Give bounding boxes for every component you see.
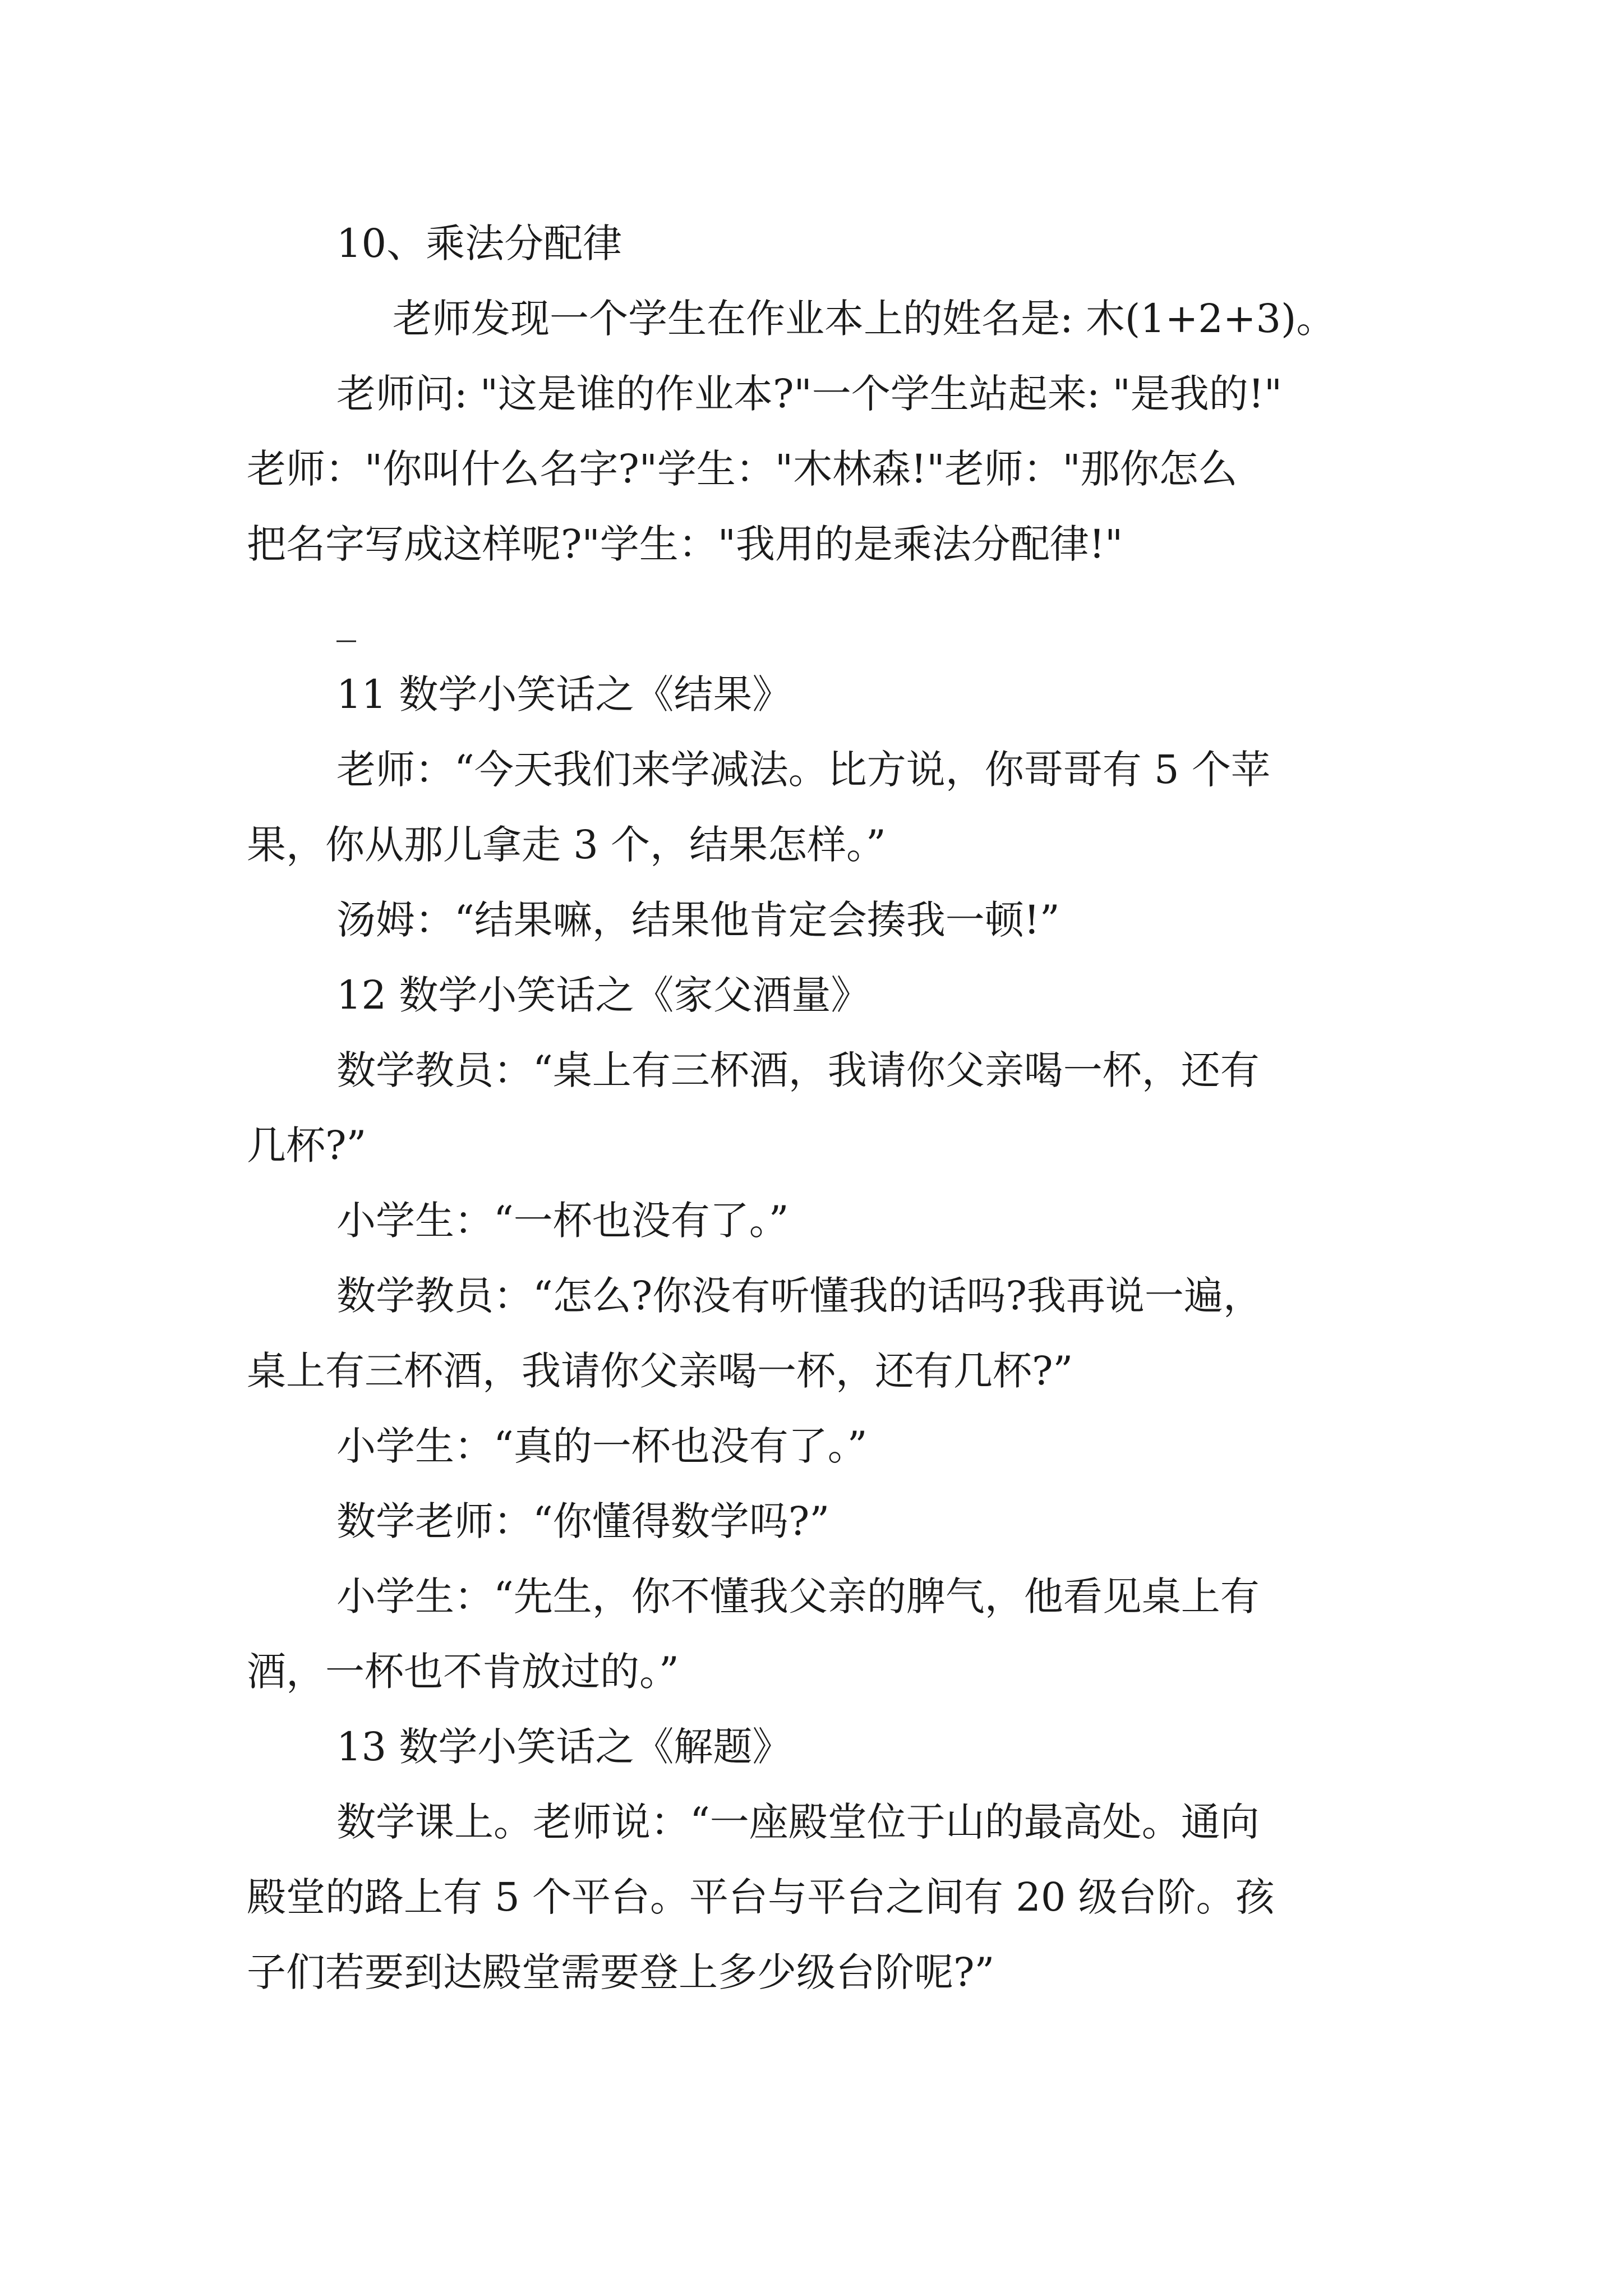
paragraph-line: 果，你从那儿拿走 3 个，结果怎样。” (247, 822, 886, 868)
paragraph-line: 把名字写成这样呢?"学生："我用的是乘法分配律!" (247, 521, 1123, 567)
heading-joke-12: 12 数学小笑话之《家父酒量》 (336, 972, 870, 1018)
paragraph-line: 小学生：“一杯也没有了。” (336, 1198, 789, 1244)
paragraph-line: 殿堂的路上有 5 个平台。平台与平台之间有 20 级台阶。孩 (247, 1874, 1275, 1920)
heading-multiplication-distributive-law: 10、乘法分配律 (336, 220, 623, 266)
paragraph-line: 小学生：“真的一杯也没有了。” (336, 1423, 868, 1469)
paragraph-line: 汤姆：“结果嘛，结果他肯定会揍我一顿!” (336, 897, 1060, 943)
paragraph-line: 老师发现一个学生在作业本上的姓名是: 木(1+2+3)。 (393, 296, 1336, 342)
paragraph-line: 数学教员：“桌上有三杯酒，我请你父亲喝一杯，还有 (336, 1047, 1260, 1093)
separator-mark: _ (336, 596, 356, 642)
paragraph-line: 数学课上。老师说：“一座殿堂位于山的最高处。通向 (336, 1799, 1260, 1845)
paragraph-line: 几杯?” (247, 1122, 367, 1168)
paragraph-line: 数学教员：“怎么?你没有听懂我的话吗?我再说一遍， (336, 1273, 1262, 1319)
paragraph-line: 老师问: "这是谁的作业本?"一个学生站起来: "是我的!" (336, 371, 1283, 417)
heading-joke-11: 11 数学小笑话之《结果》 (336, 671, 792, 717)
paragraph-line: 小学生：“先生，你不懂我父亲的脾气，他看见桌上有 (336, 1573, 1260, 1619)
paragraph-line: 老师：“今天我们来学减法。比方说，你哥哥有 5 个苹 (336, 747, 1270, 793)
paragraph-line: 子们若要到达殿堂需要登上多少级台阶呢?” (247, 1949, 995, 1995)
paragraph-line: 酒，一杯也不肯放过的。” (247, 1649, 679, 1695)
paragraph-line: 老师："你叫什么名字?"学生："木林森!"老师："那你怎么 (247, 446, 1238, 492)
paragraph-line: 桌上有三杯酒，我请你父亲喝一杯，还有几杯?” (247, 1348, 1073, 1394)
heading-joke-13: 13 数学小笑话之《解题》 (336, 1724, 792, 1770)
paragraph-line: 数学老师：“你懂得数学吗?” (336, 1498, 830, 1544)
